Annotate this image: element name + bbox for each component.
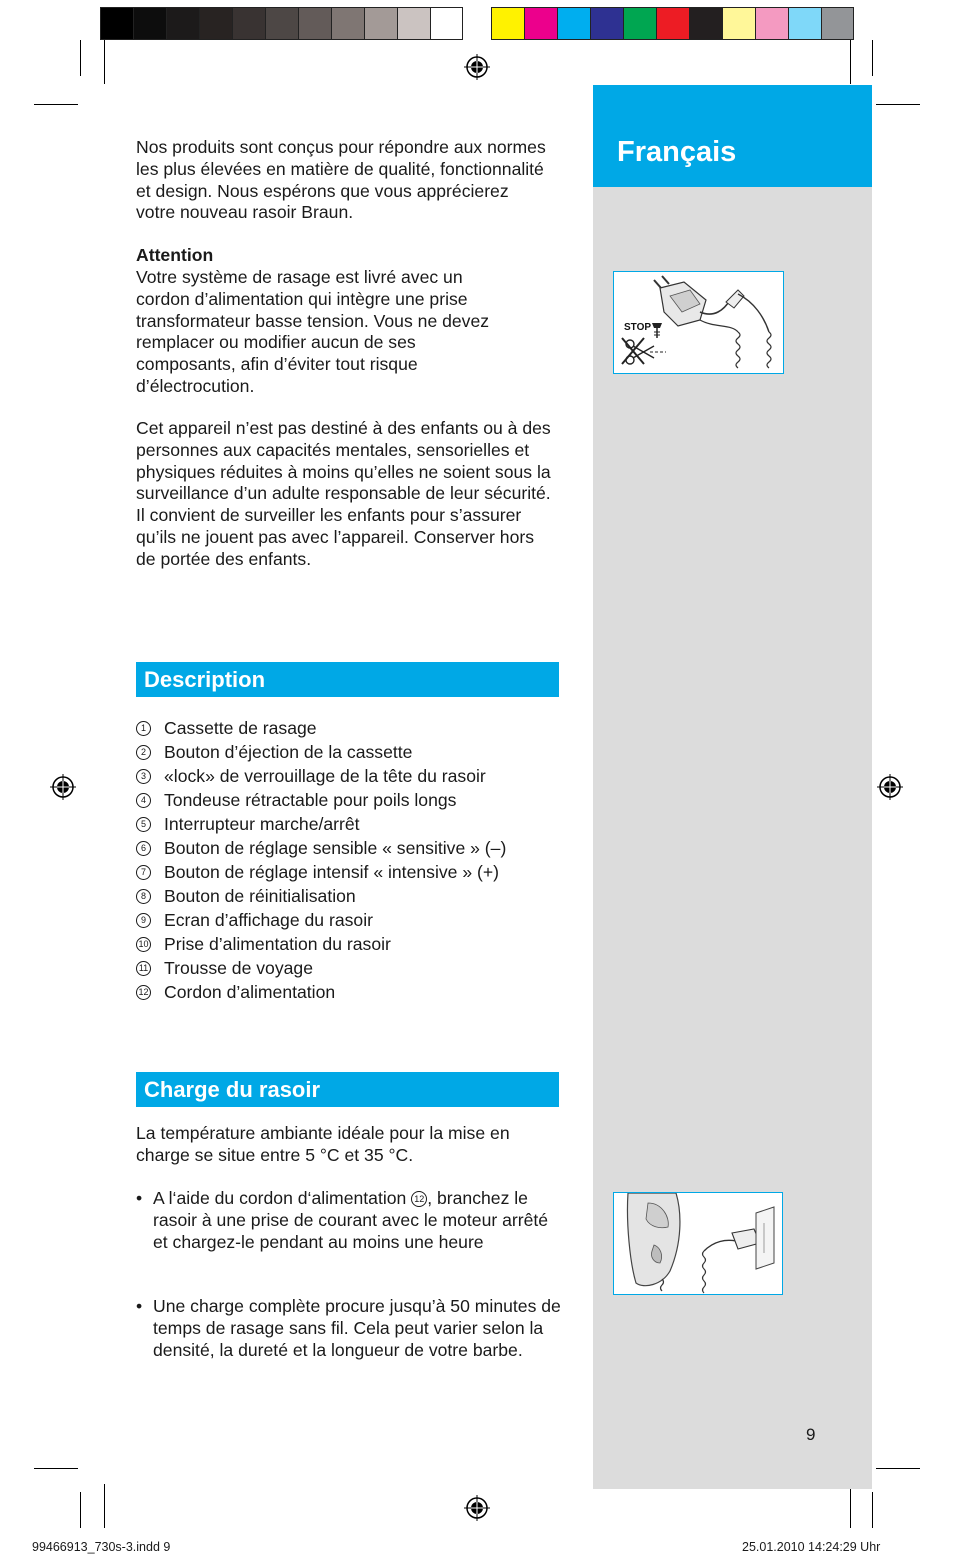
color-swatch — [133, 7, 166, 40]
crop-mark — [872, 1492, 873, 1528]
attention-paragraph-1: Votre système de rasage est livré avec un cordon d’alimentation qui intègre une prise transformateur basse tension. Vous ne devez remplacer ou modifier aucun de ses composants, afin d’éviter tout risque d’électrocution. — [136, 267, 490, 396]
color-swatch — [298, 7, 331, 40]
parts-list — [136, 716, 506, 1004]
crop-mark — [876, 1468, 920, 1469]
part-number-badge: 1 — [136, 721, 151, 736]
list-item — [136, 788, 506, 812]
print-color-bar — [100, 7, 854, 42]
bullet-dot: • — [136, 1188, 143, 1208]
part-label: Trousse de voyage — [164, 958, 313, 978]
color-bar-gap — [463, 7, 491, 40]
part-label: Interrupteur marche/arrêt — [164, 814, 360, 834]
crop-mark — [34, 1468, 78, 1469]
part-label: Bouton d’éjection de la cassette — [164, 742, 413, 762]
color-swatch — [821, 7, 854, 40]
page-number: 9 — [806, 1425, 816, 1444]
list-item — [136, 884, 506, 908]
crop-mark — [872, 40, 873, 76]
list-item — [136, 932, 506, 956]
file-slug: 99466913_730s-3.indd 9 — [32, 1540, 171, 1554]
attention-title: Attention — [136, 245, 214, 265]
crop-mark — [80, 40, 81, 76]
color-swatch — [524, 7, 557, 40]
registration-mark-icon — [877, 774, 903, 800]
charge-heading: Charge du rasoir — [144, 1077, 321, 1102]
part-number-badge: 7 — [136, 865, 151, 880]
part-number-badge: 5 — [136, 817, 151, 832]
color-swatch — [590, 7, 623, 40]
charge-bullet-2 — [136, 1296, 566, 1361]
part-label: Cassette de rasage — [164, 718, 317, 738]
color-swatch — [430, 7, 463, 40]
part-label: Cordon d’alimentation — [164, 982, 336, 1002]
part-label: Prise d’alimentation du rasoir — [164, 934, 391, 954]
registration-mark-icon — [50, 774, 76, 800]
charge-bullet-1 — [136, 1188, 566, 1253]
list-item — [136, 716, 506, 740]
registration-mark-icon — [464, 54, 490, 80]
part-number-badge: 8 — [136, 889, 151, 904]
registration-mark-icon — [464, 1495, 490, 1521]
crop-mark — [876, 104, 920, 105]
charge-heading-bar — [136, 1072, 559, 1107]
figure-plug-warning — [613, 271, 784, 374]
color-swatch — [656, 7, 689, 40]
color-swatch — [199, 7, 232, 40]
part-number-badge: 11 — [136, 961, 151, 976]
color-swatch — [557, 7, 590, 40]
part-label: Tondeuse rétractable pour poils longs — [164, 790, 457, 810]
color-swatch — [722, 7, 755, 40]
crop-mark — [80, 1492, 81, 1528]
color-swatch — [755, 7, 788, 40]
list-item — [136, 980, 506, 1004]
crop-mark — [850, 1484, 851, 1528]
bullet-1-text-b: , branchez le rasoir à une prise de courant avec le moteur arrêté et chargez-le pendant au moins une heure — [153, 1188, 549, 1252]
crop-mark — [850, 40, 851, 84]
date-slug: 25.01.2010 14:24:29 Uhr — [742, 1540, 881, 1554]
list-item — [136, 764, 506, 788]
part-label: «lock» de verrouillage de la tête du rasoir — [164, 766, 486, 786]
description-heading: Description — [144, 667, 266, 692]
part-number-badge: 12 — [136, 985, 151, 1000]
list-item — [136, 740, 506, 764]
figure-shaver-charging — [613, 1192, 783, 1295]
color-swatch — [265, 7, 298, 40]
color-swatch — [100, 7, 133, 40]
color-swatch — [788, 7, 821, 40]
bullet-2-text: Une charge complète procure jusqu’à 50 minutes de temps de rasage sans fil. Cela peut varier selon la densité, la dureté et la longueur de votre barbe. — [153, 1296, 561, 1360]
charge-paragraph: La température ambiante idéale pour la mise en charge se situe entre 5 °C et 35 °C. — [136, 1123, 510, 1165]
bullet-dot: • — [136, 1296, 143, 1316]
list-item — [136, 836, 506, 860]
color-swatch — [689, 7, 722, 40]
crop-mark — [104, 1484, 105, 1528]
list-item — [136, 860, 506, 884]
color-swatch — [364, 7, 397, 40]
color-swatch — [232, 7, 265, 40]
part-label: Bouton de réglage sensible « sensitive » (–) — [164, 838, 507, 858]
part-number-badge: 10 — [136, 937, 151, 952]
color-swatch — [491, 7, 524, 40]
color-swatch — [331, 7, 364, 40]
crop-mark — [34, 104, 78, 105]
stop-label: STOP — [624, 322, 652, 333]
attention-paragraph-2: Cet appareil n’est pas destiné à des enfants ou à des personnes aux capacités mentales, sensorielles et physiques réduites à moins qu’elles ne soient sous la surveillance d’un adulte responsable de leur sécurité. Il convient de surveiller les enfants pour s’assurer qu’ils ne jouent pas avec l’appareil. Conserver hors de portée des enfants. — [136, 418, 551, 569]
part-label: Bouton de réinitialisation — [164, 886, 356, 906]
part-number-badge: 3 — [136, 769, 151, 784]
part-number-badge: 4 — [136, 793, 151, 808]
bullet-1-text-a: A l‘aide du cordon d‘alimentation — [153, 1188, 412, 1208]
plug-warning-illustration — [614, 272, 783, 373]
part-number-badge: 12 — [411, 1191, 427, 1207]
color-swatch — [623, 7, 656, 40]
list-item — [136, 812, 506, 836]
part-number-badge: 2 — [136, 745, 151, 760]
part-number-badge: 6 — [136, 841, 151, 856]
color-swatch — [166, 7, 199, 40]
list-item — [136, 908, 506, 932]
list-item — [136, 956, 506, 980]
part-label: Ecran d’affichage du rasoir — [164, 910, 373, 930]
description-heading-bar — [136, 662, 559, 697]
part-label: Bouton de réglage intensif « intensive » (+) — [164, 862, 499, 882]
color-swatch — [397, 7, 430, 40]
language-title: Français — [617, 136, 737, 168]
intro-paragraph: Nos produits sont conçus pour répondre aux normes les plus élevées en matière de qualité, fonctionnalité et design. Nous espérons que vous apprécierez votre nouveau rasoir Braun. — [136, 137, 546, 223]
part-number-badge: 9 — [136, 913, 151, 928]
shaver-charging-illustration — [614, 1193, 782, 1294]
crop-mark — [104, 40, 105, 84]
